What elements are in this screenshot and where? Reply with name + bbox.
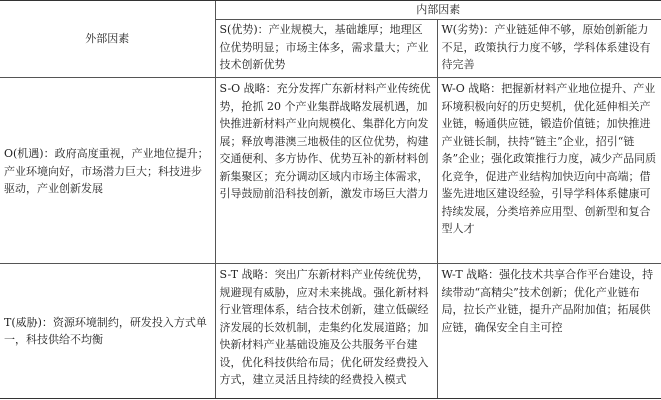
strengths-cell: S(优势)：产业规模大，基础雄厚；地理区位优势明显；市场主体多，需求量大；产业技术创新优势 (215, 20, 437, 78)
external-factors-header: 外部因素 (0, 1, 215, 78)
internal-factors-header: 内部因素 (215, 1, 661, 20)
wo-strategy-cell: W-O 战略：把握新材料产业地位提升、产业环境积极向好的历史契机，优化延伸相关产业链，畅通供应链，锻造价值链；加快推进产业链长制，扶持“链主”企业，招引“链条”企业；强化政策推行力度，减少产品同质化竞争，促进产业结构加快迈向中高端；借鉴先进地区建设经验，引导学科体系健康可持续发展，分类培养应用型、创新型和复合型人才 (437, 78, 661, 264)
opportunity-row (0, 78, 661, 264)
header-row-1 (0, 1, 661, 20)
wt-strategy-cell: W-T 战略：强化技术共享合作平台建设，持续带动“高精尖”技术创新；优化产业链布局，拉长产业链，提升产品附加值；拓展供应链，确保安全自主可控 (437, 264, 661, 399)
so-strategy-cell: S-O 战略：充分发挥广东新材料产业传统优势，抢抓 20 个产业集群战略发展机遇，加快推进新材料产业向规模化、集群化方向发展；释放粤港澳三地极佳的区位优势，构建交通便利、多方协作、优势互补的新材料创新集聚区；充分调动区域内市场主体需求，引导鼓励前沿科技创新，激发市场巨大潜力 (215, 78, 437, 264)
st-strategy-cell: S-T 战略：突出广东新材料产业传统优势，规避现有威胁，应对未来挑战。强化新材料行业管理体系，结合技术创新，建立低碳经济发展的长效机制，走集约化发展道路；加快新材料产业基础设施及公共服务平台建设，优化科技供给布局；优化研发经费投入方式，建立灵活且持续的经费投入模式 (215, 264, 437, 399)
threat-row (0, 264, 661, 399)
opportunity-factor-cell: O(机遇)：政府高度重视，产业地位提升；产业环境向好，市场潜力巨大；科技进步驱动，产业创新发展 (4, 147, 209, 196)
weaknesses-cell: W(劣势)：产业链延伸不够，原始创新能力不足，政策执行力度不够，学科体系建设有待完善 (437, 20, 661, 78)
threat-factor-cell: T(威胁)：资源环境制约，研发投入方式单一，科技供给不均衡 (0, 264, 215, 399)
